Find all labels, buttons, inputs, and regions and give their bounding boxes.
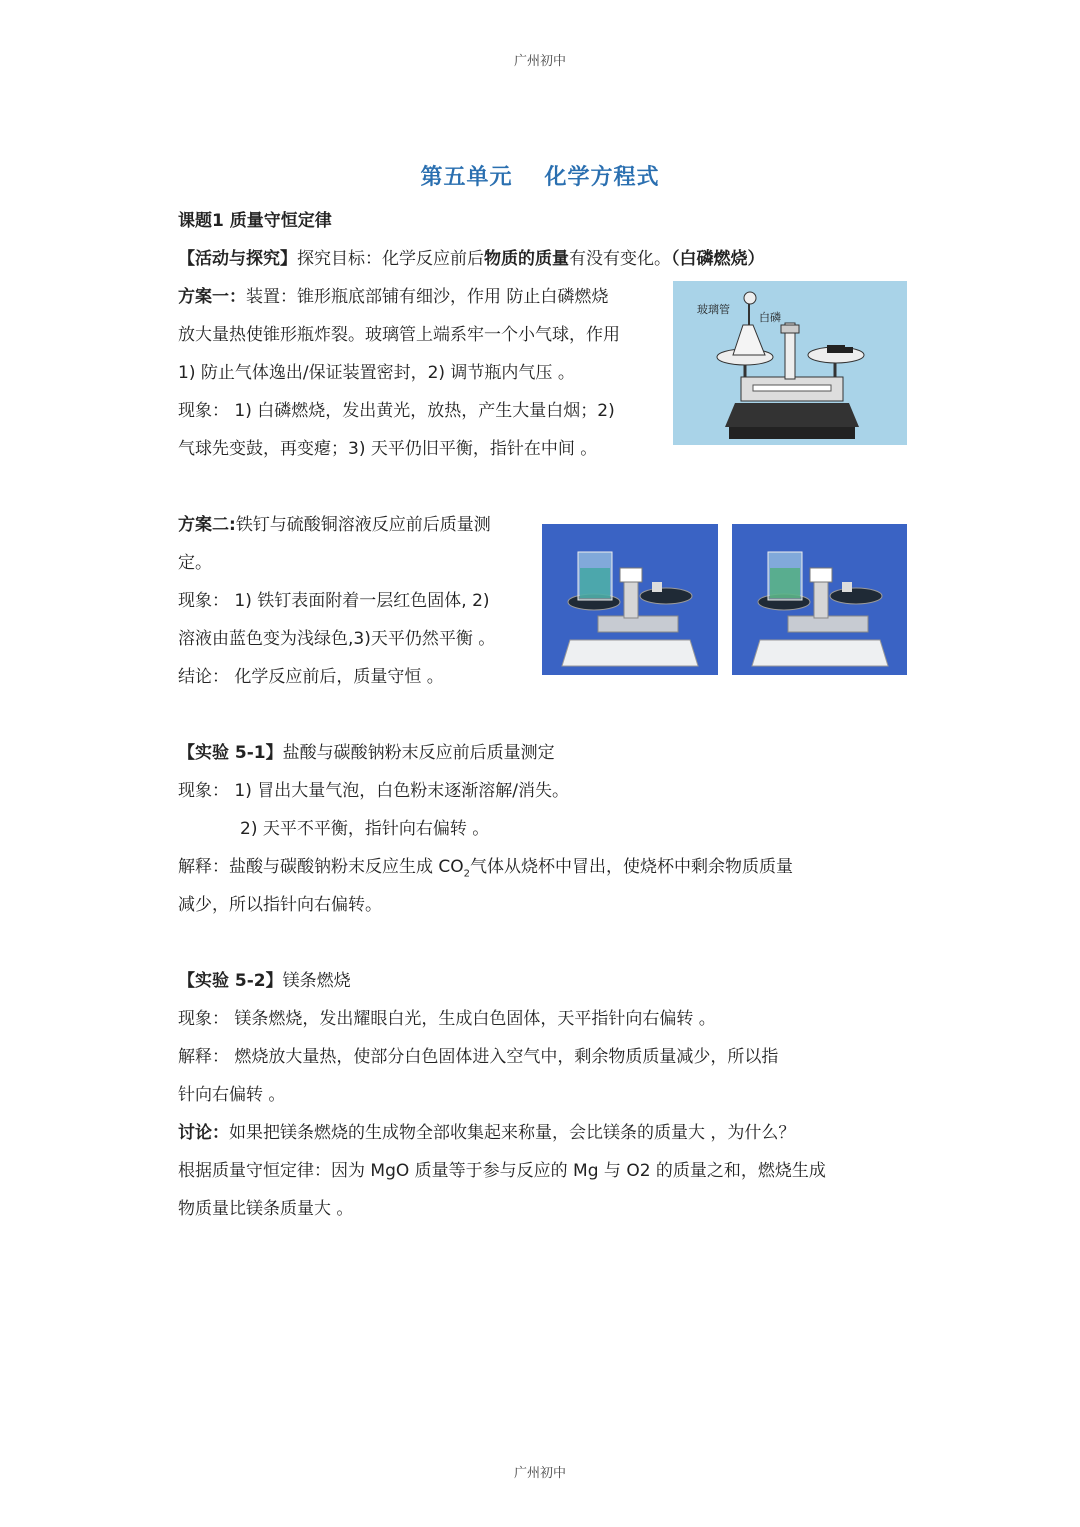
plan2-line-1 (178, 515, 491, 535)
label-tube: 玻璃管 (697, 303, 730, 316)
exp52-line-1: 现象： 镁条燃烧，发出耀眼白光，生成白色固体，天平指针向右偏转 。 (178, 1009, 716, 1029)
exp51-explain-line-2: 减少，所以指针向右偏转。 (178, 895, 382, 915)
plan2-label: 方案二: (178, 515, 236, 535)
page-footer: 广州初中 (513, 1466, 566, 1481)
page-header: 广州初中 (513, 54, 566, 69)
balance-photo-before (542, 524, 718, 675)
plan1-line-3: 1) 防止气体逸出/保证装置密封，2) 调节瓶内气压 。 (178, 363, 575, 383)
goal-prefix: 探究目标：化学反应前后 (297, 249, 484, 269)
plan1-line-2: 放大量热使锥形瓶炸裂。玻璃管上端系牢一个小气球，作用 (178, 325, 620, 345)
plan1-line-4: 现象： 1) 白磷燃烧，发出黄光，放热，产生大量白烟；2) (178, 401, 615, 421)
plan1-line-5: 气球先变鼓，再变瘪；3) 天平仍旧平衡，指针在中间 。 (178, 439, 598, 459)
exp51-explain-prefix: 解释：盐酸与碳酸钠粉末反应生成 CO (178, 857, 464, 877)
exp52-tag: 【实验 5-2】 (178, 971, 283, 991)
exp51-explain-suffix: 气体从烧杯中冒出，使烧杯中剩余物质质量 (470, 857, 794, 877)
exp52-answer-1: 根据质量守恒定律：因为 MgO 质量等于参与反应的 Mg 与 O2 的质量之和，燃烧生成 (178, 1161, 826, 1181)
co2-subscript: 2 (463, 868, 471, 880)
balance-photo-after (732, 524, 907, 675)
exp52-answer-2: 物质量比镁条质量大 。 (178, 1199, 354, 1219)
activity-tag: 【活动与探究】 (178, 249, 297, 269)
exp52-heading (178, 971, 351, 991)
exp52-discussion (178, 1123, 795, 1143)
unit-number: 第五单元 (420, 165, 513, 190)
discuss-label: 讨论： (178, 1123, 229, 1143)
goal-suffix: 有没有变化。 (569, 249, 671, 269)
discuss-text: 如果把镁条燃烧的生成物全部收集起来称量，会比镁条的质量大 ，为什么？ (229, 1123, 796, 1143)
plan1-label: 方案一： (178, 287, 246, 307)
goal-bold: 物质的质量 (484, 249, 569, 269)
label-phosphorus: 白磷 (759, 311, 781, 324)
page-title (0, 160, 1080, 191)
balance-flask-figure (673, 281, 907, 445)
exp51-title: 盐酸与碳酸钠粉末反应前后质量测定 (282, 743, 555, 763)
exp51-line-2: 2) 天平不平衡，指针向右偏转 。 (240, 819, 490, 839)
plan2-line-3: 现象： 1) 铁钉表面附着一层红色固体, 2) (178, 591, 490, 611)
goal-paren: （白磷燃烧） (671, 249, 765, 269)
exp52-line-3: 针向右偏转 。 (178, 1085, 286, 1105)
exp51-heading (178, 743, 555, 763)
exp51-explain (178, 857, 793, 884)
unit-name: 化学方程式 (544, 165, 660, 190)
plan1-line-1 (178, 287, 608, 307)
plan2-line-2: 定。 (178, 553, 212, 573)
plan2-text-1: 铁钉与硫酸铜溶液反应前后质量测 (235, 515, 491, 535)
exp51-tag: 【实验 5-1】 (178, 743, 283, 763)
plan2-line-4: 溶液由蓝色变为浅绿色,3)天平仍然平衡 。 (178, 629, 496, 649)
lesson-title: 课题1 质量守恒定律 (178, 211, 332, 231)
plan2-line-5: 结论： 化学反应前后，质量守恒 。 (178, 667, 444, 687)
exp51-line-1: 现象： 1) 冒出大量气泡，白色粉末逐渐溶解/消失。 (178, 781, 569, 801)
exp52-line-2: 解释： 燃烧放大量热，使部分白色固体进入空气中，剩余物质质量减少，所以指 (178, 1047, 779, 1067)
activity-goal (178, 249, 765, 269)
plan1-text-1: 装置：锥形瓶底部铺有细沙，作用 防止白磷燃烧 (246, 287, 609, 307)
exp52-title: 镁条燃烧 (282, 971, 351, 991)
